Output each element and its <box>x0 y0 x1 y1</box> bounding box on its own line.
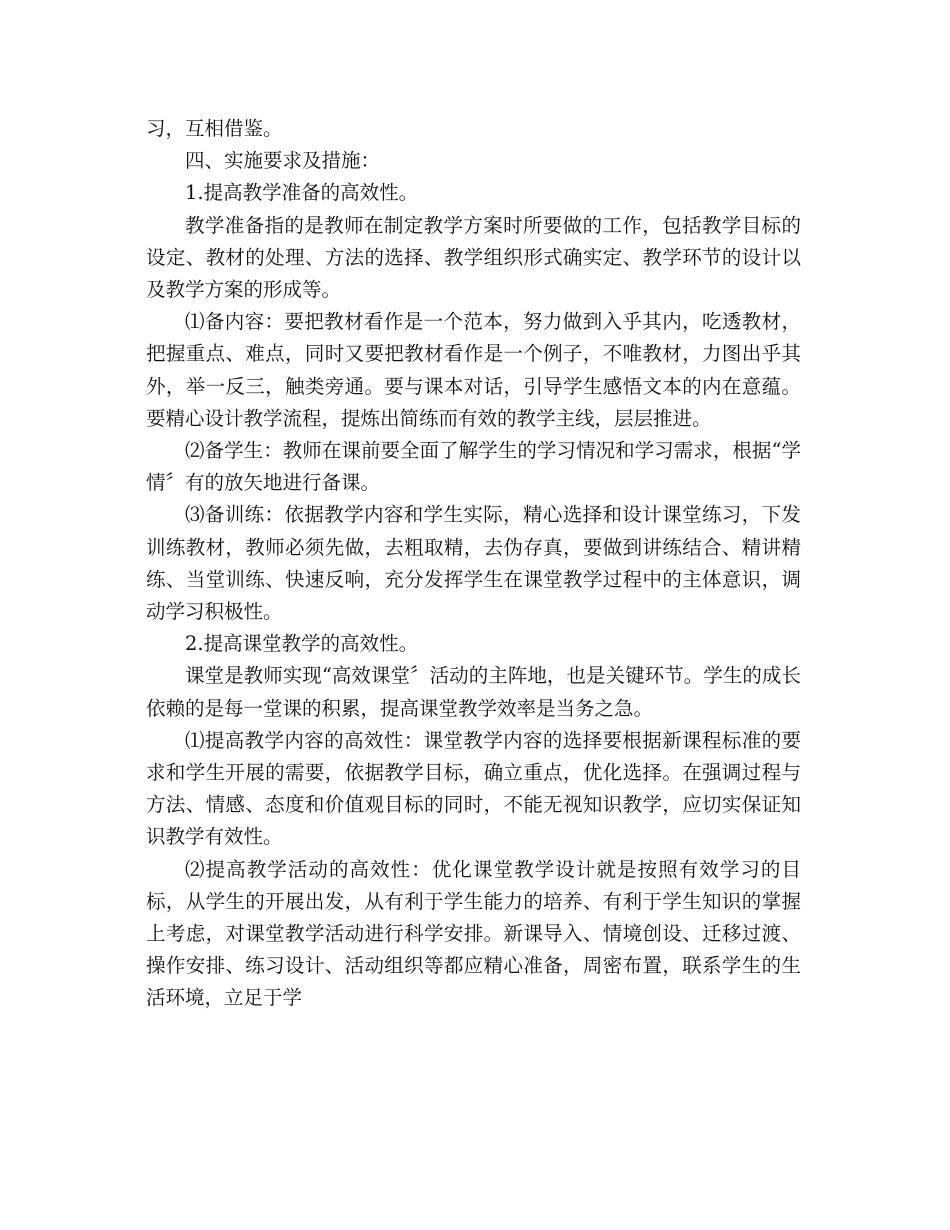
subheading-preparation: 1.提高教学准备的高效性。 <box>185 181 419 205</box>
paragraph-activity-efficiency: ⑵提高教学活动的高效性：优化课堂教学设计就是按照有效学习的目标，从学生的开展出发，从有利于学生能力的培养、有利于学生知识的掌握上考虑，对课堂教学活动进行科学安排。新课导入、情境创设、迁移过渡、操作安排、练习设计、活动组织等都应精心准备，周密布置，联系学生的生活环境，立足于学 <box>146 857 801 1010</box>
subheading-classroom: 2.提高课堂教学的高效性。 <box>185 632 419 656</box>
paragraph-prepare-students: ⑵备学生：教师在课前要全面了解学生的学习情况和学习需求，根据“学情〞有的放矢地进行备课。 <box>146 439 801 495</box>
paragraph-prepare-content: ⑴备内容：要把教材看作是一个范本，努力做到入乎其内，吃透教材，把握重点、难点，同时又要把教材看作是一个例子，不唯教材，力图出乎其外，举一反三，触类旁通。要与课本对话，引导学生感悟文本的内在意蕴。要精心设计教学流程，提炼出简练而有效的教学主线，层层推进。 <box>146 310 801 430</box>
paragraph-classroom-intro: 课堂是教师实现“高效课堂〞活动的主阵地，也是关键环节。学生的成长依赖的是每一堂课的积累，提高课堂教学效率是当务之急。 <box>146 664 801 720</box>
document-body <box>146 113 801 1015</box>
section-heading-implementation: 四、实施要求及措施： <box>185 149 381 173</box>
paragraph-content-efficiency: ⑴提高教学内容的高效性：课堂教学内容的选择要根据新课程标准的要求和学生开展的需要，依据教学目标，确立重点，优化选择。在强调过程与方法、情感、态度和价值观目标的同时，不能无视知识教学，应切实保证知识教学有效性。 <box>146 728 801 849</box>
paragraph-prepare-training: ⑶备训练：依据教学内容和学生实际，精心选择和设计课堂练习，下发训练教材，教师必须先做，去粗取精，去伪存真，要做到讲练结合、精讲精练、当堂训练、快速反响，充分发挥学生在课堂教学过程中的主体意识，调动学习积极性。 <box>146 503 801 624</box>
paragraph-continuation: 习，互相借鉴。 <box>146 117 283 140</box>
paragraph-preparation-definition: 教学准备指的是教师在制定教学方案时所要做的工作，包括教学目标的设定、教材的处理、方法的选择、教学组织形式确实定、教学环节的设计以及教学方案的形成等。 <box>146 213 801 302</box>
